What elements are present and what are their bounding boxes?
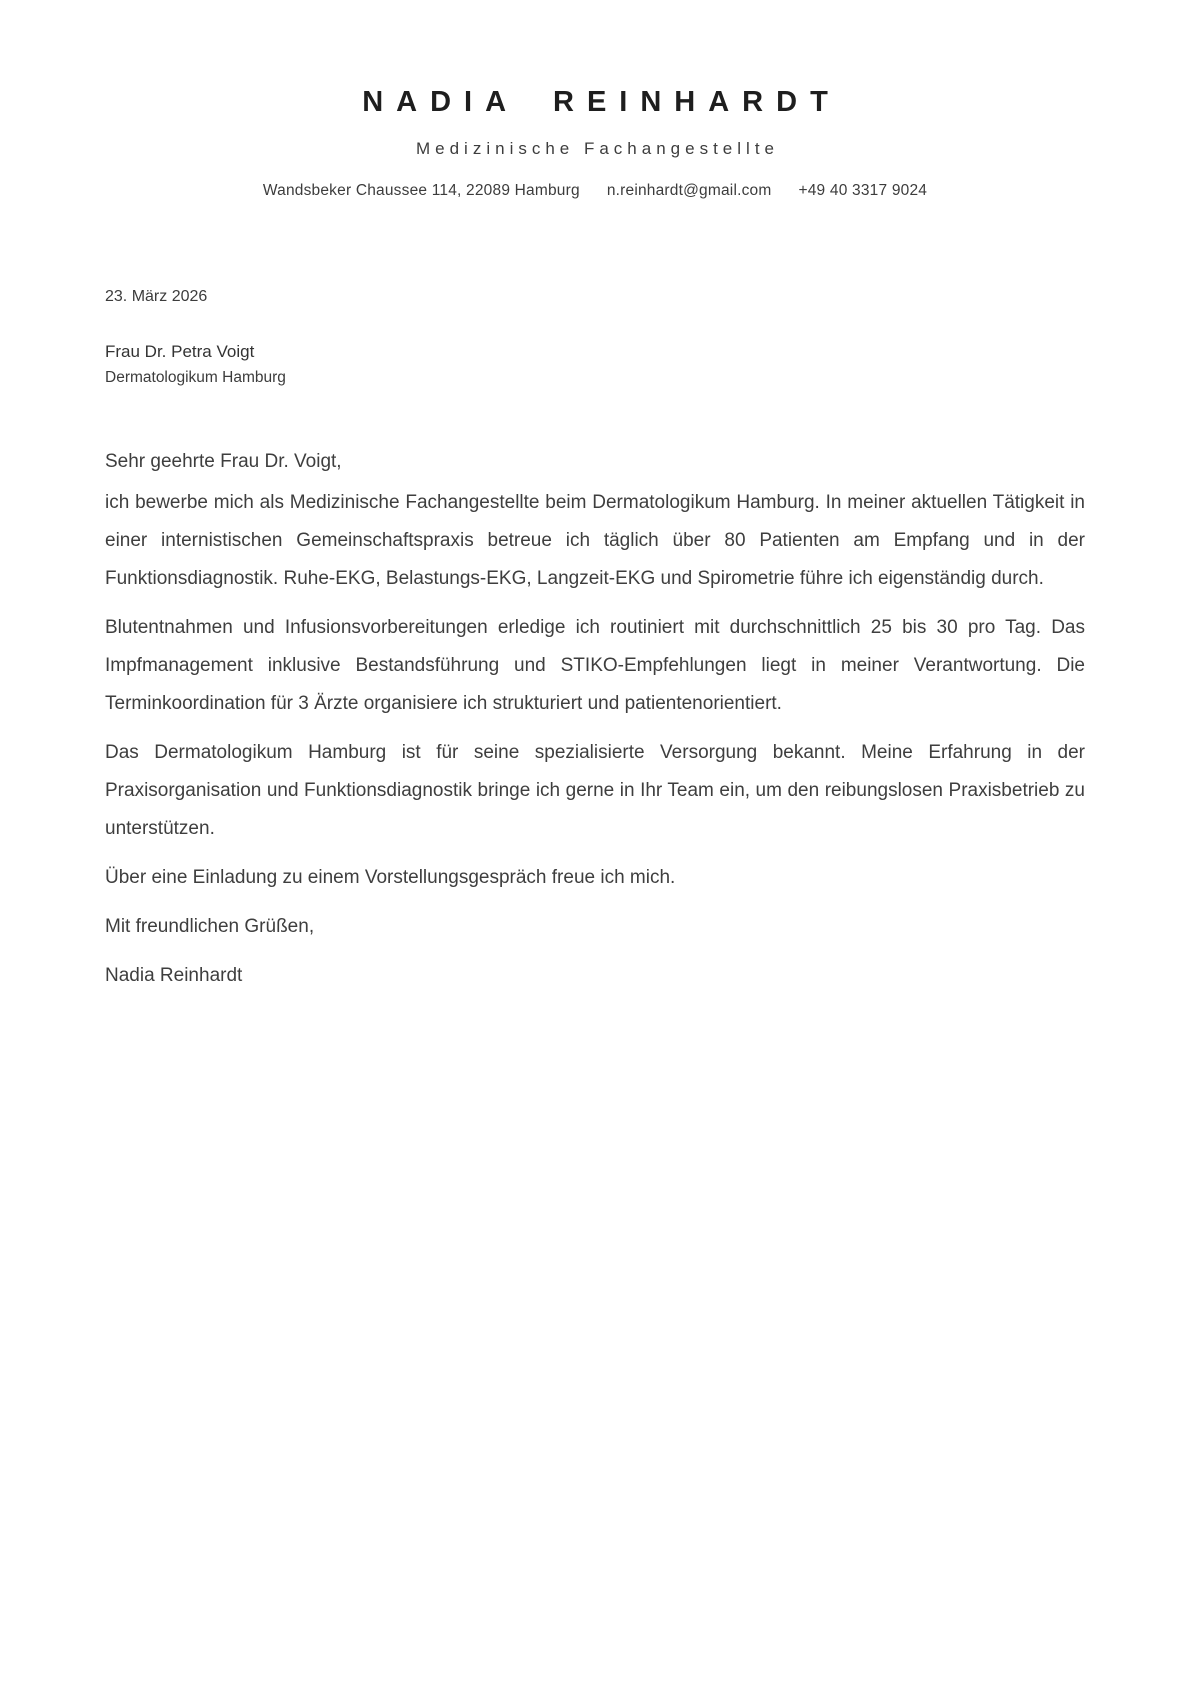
salutation: Sehr geehrte Frau Dr. Voigt,	[105, 451, 342, 472]
letter-header	[105, 86, 1085, 200]
letter-date: 23. März 2026	[105, 288, 208, 305]
body-paragraph-2: Blutentnahmen und Infusionsvorbereitungen erledige ich routiniert mit durchschnittlich 25 bis 30 pro Tag. Das Impfmanagement inklusive Bestandsführung und STIKO-Empfehlungen liegt in meiner Verantwortung. Die Terminkoordination für 3 Ärzte organisiere ich strukturiert und patientenorientiert.	[105, 617, 1085, 714]
closing-line: Mit freundlichen Grüßen,	[105, 916, 315, 937]
body-paragraph-4: Über eine Einladung zu einem Vorstellungsgespräch freue ich mich.	[105, 867, 676, 888]
recipient-company: Dermatologikum Hamburg	[105, 369, 286, 386]
contact-phone: +49 40 3317 9024	[798, 182, 928, 199]
applicant-job-title: Medizinische Fachangestellte	[415, 139, 779, 158]
signature-name: Nadia Reinhardt	[105, 965, 243, 986]
contact-email: n.reinhardt@gmail.com	[606, 182, 772, 199]
contact-line	[105, 182, 1085, 200]
body-paragraph-1: ich bewerbe mich als Medizinische Fachangestellte beim Dermatologikum Hamburg. In meiner aktuellen Tätigkeit in einer internistischen Gemeinschaftspraxis betreue ich täglich über 80 Patienten am Empfang und in der Funktionsdiagnostik. Ruhe-EKG, Belastungs-EKG, Langzeit-EKG und Spirometrie führe ich eigenständig durch.	[105, 492, 1085, 589]
applicant-name: NADIA REINHARDT	[362, 86, 841, 118]
body-paragraph-3: Das Dermatologikum Hamburg ist für seine spezialisierte Versorgung bekannt. Meine Erfahrung in der Praxisorganisation und Funktionsdiagnostik bringe ich gerne in Ihr Team ein, um den reibungslosen Praxisbetrieb zu unterstützen.	[105, 742, 1085, 839]
recipient-name: Frau Dr. Petra Voigt	[105, 342, 255, 361]
recipient-block	[105, 339, 1085, 391]
contact-address: Wandsbeker Chaussee 114, 22089 Hamburg	[262, 182, 580, 199]
